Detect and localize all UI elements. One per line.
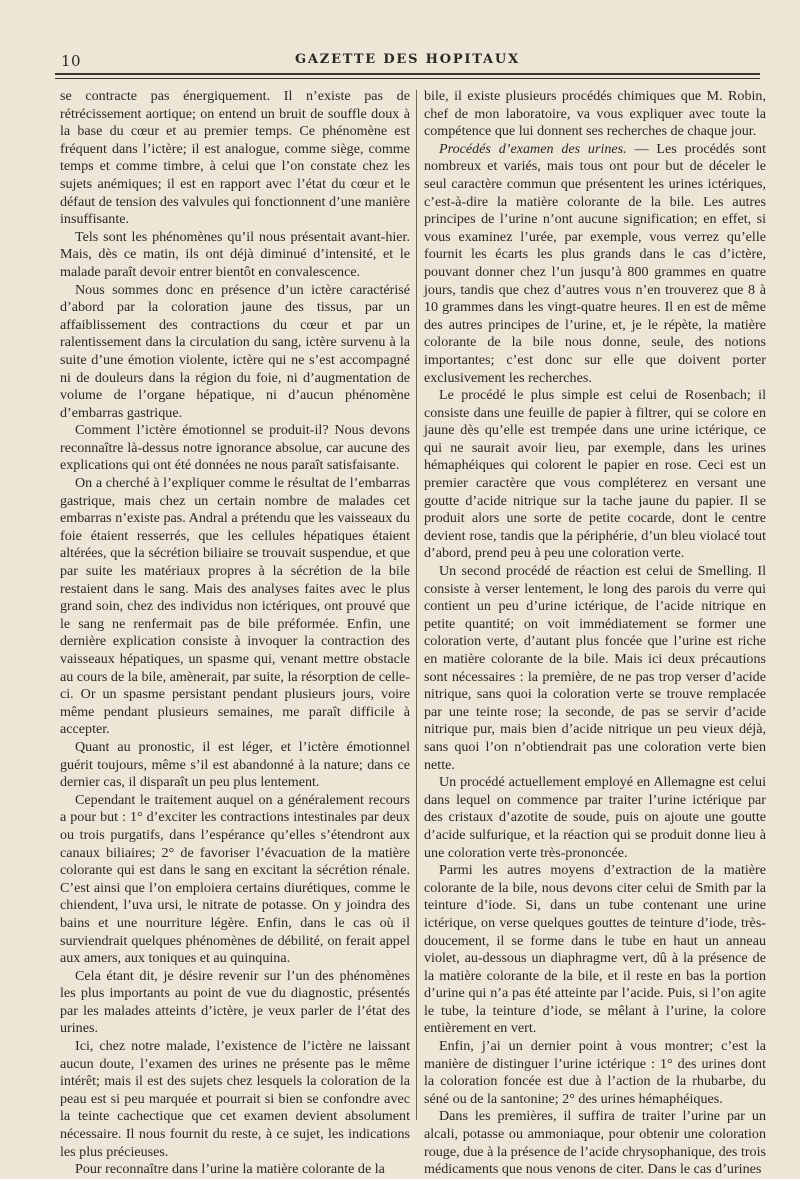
paragraph-text: Un second procédé de réaction est celui de Smelling. Il consiste à verser lentement, le long des parois du verre qui contient un peu d’urine ictérique, de l’acide nitrique en petite quantité; on voit immédiatement se former une coloration verte, d’autant plus foncée que l’urine est riche en matière colorante de la bile. Mais ici deux précautions sont nécessaires : la première, de ne pas trop verser d’acide nitrique, sans quoi la coloration verte se trouve remplacée par une teinte rose; la seconde, de pas se servir d’acide nitrique pur, mais bien d’acide nitrique un peu vieux déjà, sans quoi l’on n’obtiendrait pas une coloration verte bien nette. [424,563,766,773]
paragraph: On a cherché à l’expliquer comme le résultat de l’embarras gastrique, mais chez un certain nombre de malades cet embarras n’existe pas. Andral a prétendu que les vaisseaux du foie étaient resserrés, que les cellules hépatiques étaient altérées, que la sécrétion biliaire se trouvait suspendue, et que par suite les matériaux propres à la sécrétion de la bile restaient dans le sang. Mais des analyses faites avec le plus grand soin, chez des individus non ictériques, ont prouvé que le sang ne renfermait pas de bile préformée. Enfin, une dernière explication consiste à invoquer la contraction des vaisseaux hépatiques, un spasme qui, venant mettre obstacle au cours de la bile, amènerait, par suite, la résorption de celle-ci. Or un spasme persistant pendant plusieurs jours, voire même pendant plusieurs semaines, me paraît difficile à accepter. [60,475,410,738]
paragraph: Ici, chez notre malade, l’existence de l’ictère ne laissant aucun doute, l’examen des urines ne présente pas le même intérêt; mais il est des sujets chez lesquels la coloration de la peau est si peu marquée et pourrait si bien se confondre avec la teinte cachectique que cet examen devient absolument nécessaire. Il nous fournit du reste, à ce sujet, les indications les plus précieuses. [60,1038,410,1160]
left-column [60,88,410,1178]
paragraph [424,1108,766,1178]
paragraph: Pour reconnaître dans l’urine la matière colorante de la [75,1161,385,1178]
paragraph [424,141,766,387]
paragraph [424,563,766,774]
column-divider [416,90,417,1120]
paragraph [424,1038,766,1108]
journal-title: GAZETTE DES HOPITAUX [295,52,520,67]
paragraph: Cela étant dit, je désire revenir sur l’un des phénomènes les plus importants au point de vue du diagnostic, présentés par les malades atteints d’ictère, je veux parler de l’état des urines. [60,967,410,1037]
paragraph-text: bile, il existe plusieurs procédés chimiques que M. Robin, chef de mon laboratoire, va vous expliquer avec toute la compétence que lui donnent ses recherches de chaque jour. [424,88,766,140]
paragraph-text: Enfin, j’ai un dernier point à vous montrer; c’est la manière de distinguer l’urine ictérique : 1° des urines dont la coloration foncée est due à l’action de la rhubarbe, du séné ou de la santonine; 2° des urines hémaphéiques. [424,1038,766,1107]
paragraph: Comment l’ictère émotionnel se produit-il? Nous devons reconnaître là-dessus notre ignorance absolue, car aucune des explications qui ont été données ne nous paraît satisfaisante. [60,422,410,474]
paragraph: Nous sommes donc en présence d’un ictère caractérisé d’abord par la coloration jaune des tissus, par un affaiblissement des contractions du cœur et par un ralentissement dans la circulation du sang, ictère survenu à la suite d’une émotion violente, ictère qui ne s’est accompagné ni de douleurs dans la région du foie, ni d’augmentation de volume de l’organe hépatique, ni d’aucun phénomène d’embarras gastrique. [60,281,410,421]
paragraph [424,387,766,563]
paragraph [424,88,766,141]
header-rule-thick [55,73,760,75]
section-heading: Procédés d’examen des urines. [439,140,627,157]
paragraph: Cependant le traitement auquel on a généralement recours a pour but : 1° d’exciter les contractions intestinales par deux ou trois purgatifs, dans l’espérance qu’elles s’étendront aux canaux biliaires; 2° de favoriser l’évacuation de la matière colorante qui est dans le sang en excitant la sécrétion rénale. C’est ainsi que l’on emploiera certains diurétiques, comme le chiendent, l’uva ursi, le nitrate de potasse. On y joindra des bains et une nourriture légère. Enfin, dans le cas où il surviendrait quelques phénomènes de débilité, on ferait appel aux amers, aux toniques et au quinquina. [60,791,410,967]
paragraph: Quant au pronostic, il est léger, et l’ictère émotionnel guérit toujours, même s’il est abandonné à la nature; dans ce dernier cas, il disparaît un peu plus lentement. [60,738,410,791]
paragraph: se contracte pas énergiquement. Il n’existe pas de rétrécissement aortique; on entend un bruit de souffle doux à la base du cœur et au premier temps. Ce phénomène est fréquent dans l’ictère; il est analogue, comme siège, comme temps et comme timbre, à celui que l’on constate chez les sujets anémiques; il est en rapport avec l’état du cœur et le défaut de tension des valvules qui fonctionnent d’une manière insuffisante. [60,88,410,228]
page-header [55,40,760,70]
page-number: 10 [61,52,82,70]
paragraph-text: — Les procédés sont nombreux et variés, mais tous ont pour but de déceler le seul caractère commun que présentent les urines ictériques, c’est-à-dire la matière colorante de la bile. Les autres principes de l’urine n’ont aucune signification; en effet, si vous examinez l’urée, par exemple, vous verrez qu’elle fournit les écarts les plus grands dans le cas d’ictère, pouvant donner chez l’un jusqu’à 800 grammes en quatre jours, tandis que chez d’autres vous n’en trouverez que 8 à 10 grammes dans les vingt-quatre heures. Il en est de même des autres principes de l’urine, et, je le répète, la matière colorante de la bile nous donne, seule, des notions importantes; c’est donc sur elle que doivent porter exclusivement les recherches. [424,140,766,386]
paragraph [424,774,766,862]
paragraph-text: Dans les premières, il suffira de traiter l’urine par un alcali, potasse ou ammoniaque, pour obtenir une coloration rouge, due à la présence de l’acide chrysophanique, des trois médicaments que nous venons de citer. Dans le cas d’urines [424,1108,766,1178]
right-column [424,88,766,1178]
paragraph-text: Parmi les autres moyens d’extraction de la matière colorante de la bile, nous devons citer celui de Smith par la teinture d’iode. Si, dans un tube contenant une urine ictérique, on verse quelques gouttes de teinture d’iode, très-doucement, il se forme dans le tube en haut un anneau violet, au-dessous un diaphragme vert, dû à la présence de la matière colorante de la bile, et il reste en bas la portion d’urine qui n’a pas été atteinte par l’acide. Puis, si l’on agite le tube, la teinture d’iode, se mêlant à l’urine, la colore entièrement en vert. [424,862,766,1037]
header-rule-thin [55,78,760,79]
paragraph: Tels sont les phénomènes qu’il nous présentait avant-hier. Mais, dès ce matin, ils ont déjà diminué d’intensité, et le malade paraît devoir entrer bientôt en convalescence. [60,228,410,280]
paragraph-text: Le procédé le plus simple est celui de Rosenbach; il consiste dans une feuille de papier à filtrer, qui se colore en jaune dès qu’elle est trempée dans une urine ictérique, ce qui ne saurait avoir lieu, par exemple, dans les urines hémaphéiques qui colorent le papier en rose. Ceci est un premier caractère que vous compléterez en versant une goutte d’acide nitrique sur la tache jaune du papier. Il se produit alors une sorte de petite cocarde, dont le centre devient rose, tandis que la périphérie, d’un bleu violacé tout d’abord, prend peu à peu une coloration verte. [424,387,766,562]
paragraph-text: Un procédé actuellement employé en Allemagne est celui dans lequel on commence par traiter l’urine ictérique par des cristaux d’azotite de soude, puis on ajoute une goutte d’acide sulfurique, et la réaction qui se produit donne lieu à une coloration verte très-prononcée. [424,774,766,861]
paragraph [424,862,766,1038]
